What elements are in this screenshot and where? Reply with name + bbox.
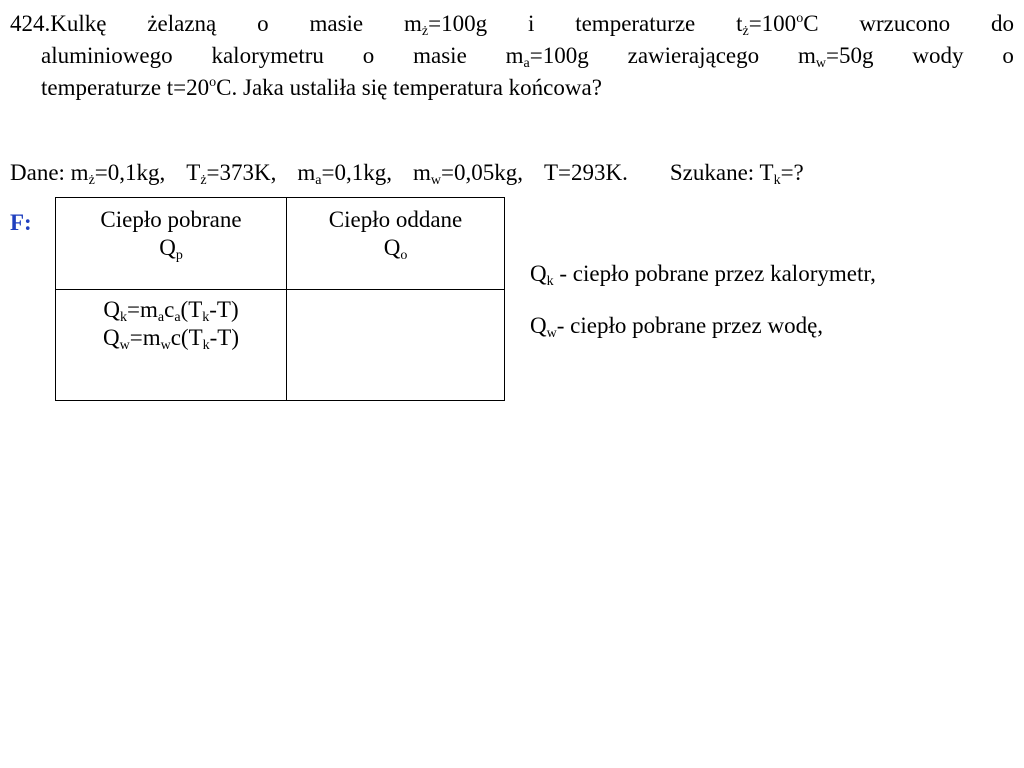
word: o <box>362 43 375 68</box>
given-data <box>10 157 1005 189</box>
word: aluminiowego <box>41 43 173 68</box>
mass-iron: $m_ż=100g$ <box>404 11 488 39</box>
word: temperaturze <box>575 11 696 36</box>
legend-item-calorimeter: $Q_k$ - ciepło pobrane przez kalorymetr, <box>530 261 876 289</box>
word: o <box>257 11 269 36</box>
sought-value: Szukane: $T_k=$? <box>669 160 804 188</box>
given-temp-water: T=293K. <box>543 160 628 185</box>
given-temp-iron: $T_ż=373K$, <box>186 160 277 188</box>
mass-water: $m_w=50g$ <box>798 43 874 71</box>
header-heat-absorbed: Ciepło pobrane $Q_p$ <box>56 198 287 290</box>
formula-calorimeter: $Q_k=m_ac_a(T_k-T)$ <box>103 297 239 325</box>
word: zawierającego <box>627 43 760 68</box>
given-mass-aluminium: $m_a=0,1kg$, <box>297 160 392 188</box>
given-mass-water: $m_w=0,05kg$, <box>412 160 523 188</box>
word: wrzucono <box>859 11 951 36</box>
formulas-released-empty <box>287 290 505 401</box>
symbol-legend <box>530 258 876 362</box>
problem-line-1 <box>10 8 1014 40</box>
problem-number-word: 424.Kulkę <box>10 11 107 36</box>
heat-balance-table <box>55 197 505 401</box>
word: masie <box>309 11 364 36</box>
formulas-absorbed <box>56 290 287 401</box>
word: wody <box>912 43 964 68</box>
temp-iron: $t_ż=100^oC$ <box>736 11 819 39</box>
word: i <box>527 11 535 36</box>
formula-water: $Q_w=m_wc(T_k-T)$ <box>102 325 240 353</box>
legend-item-water: $Q_w-$ ciepło pobrane przez wodę, <box>530 313 824 341</box>
word: masie <box>413 43 467 68</box>
table-header-row <box>56 198 505 290</box>
mass-aluminium: $m_a=100g$ <box>505 43 589 71</box>
table-row <box>56 290 505 401</box>
problem-line-2 <box>10 40 1014 72</box>
given-mass-iron: Dane: $m_ż=0,1kg$, <box>10 160 166 188</box>
word: do <box>990 11 1014 36</box>
problem-line-3: temperaturze $t=20^oC$. Jaka ustaliła się temperatura końcowa? <box>41 75 602 100</box>
formula-label: F: <box>10 210 32 235</box>
word: żelazną <box>147 11 217 36</box>
problem-statement <box>10 8 1014 104</box>
header-heat-released: Ciepło oddane $Q_o$ <box>287 198 505 290</box>
word: kalorymetru <box>211 43 324 68</box>
word: o <box>1002 43 1014 68</box>
